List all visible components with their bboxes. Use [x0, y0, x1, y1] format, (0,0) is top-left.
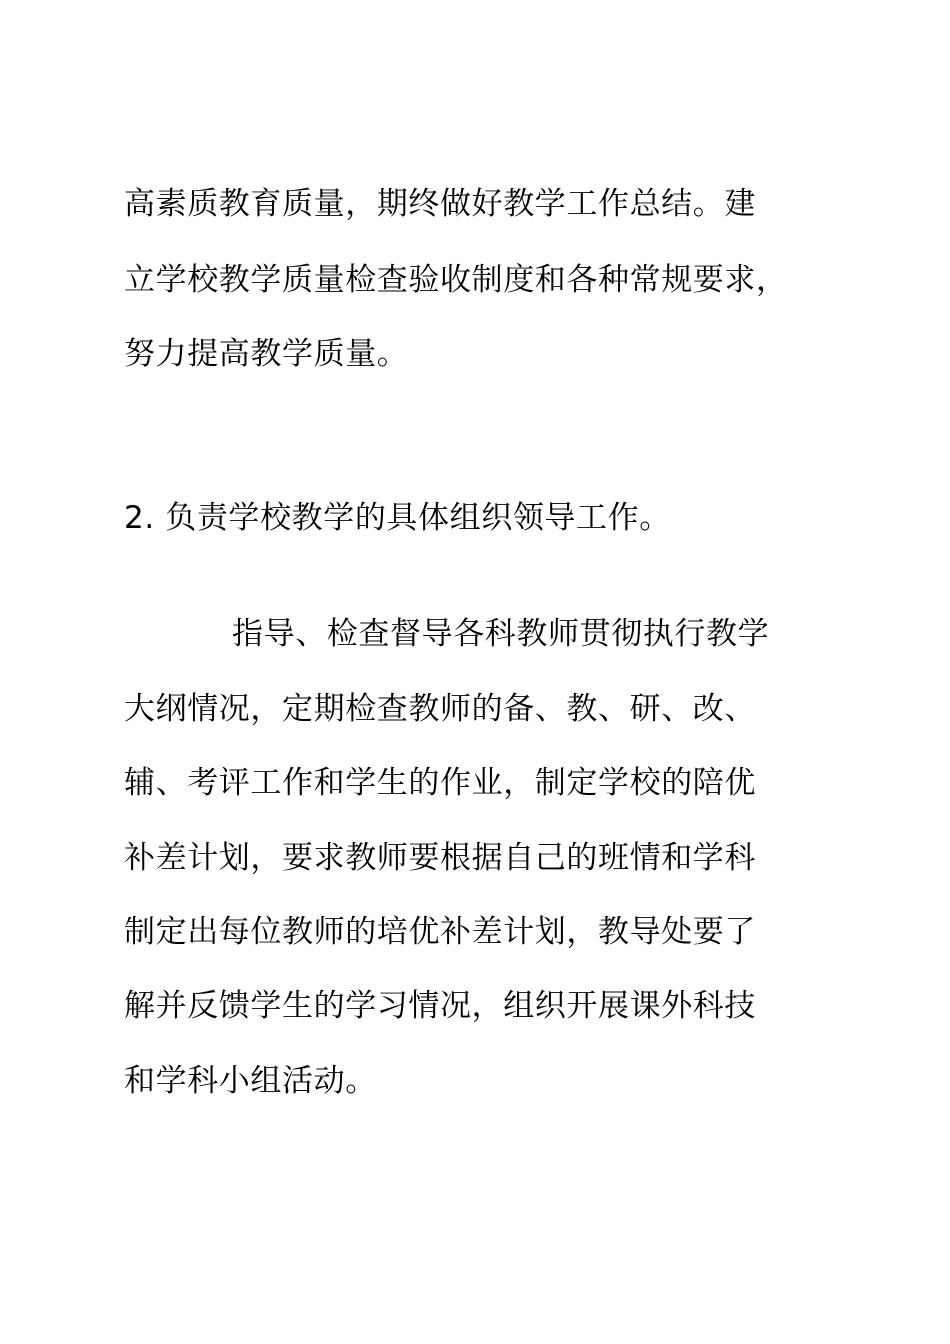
paragraph-2-line-7: 和学科小组活动。	[124, 1063, 377, 1099]
paragraph-2-line-4: 补差计划，要求教师要根据自己的班情和学科	[124, 840, 756, 876]
paragraph-1-line-1: 高素质教育质量，期终做好教学工作总结。建	[124, 186, 756, 222]
paragraph-2-line-6: 解并反馈学生的学习情况，组织开展课外科技	[124, 988, 756, 1024]
paragraph-2-line-3: 辅、考评工作和学生的作业，制定学校的陪优	[124, 765, 756, 801]
paragraph-2-line-2: 大纲情况，定期检查教师的备、教、研、改、	[124, 691, 756, 727]
paragraph-1-line-3: 努力提高教学质量。	[124, 336, 409, 372]
paragraph-2-line-5: 制定出每位教师的培优补差计划，教导处要了	[124, 914, 756, 950]
section-2-heading: 2. 负责学校教学的具体组织领导工作。	[124, 500, 671, 536]
paragraph-2-line-1: 指导、检查督导各科教师贯彻执行教学	[232, 616, 770, 652]
paragraph-1-line-2: 立学校教学质量检查验收制度和各种常规要求，	[124, 262, 788, 298]
